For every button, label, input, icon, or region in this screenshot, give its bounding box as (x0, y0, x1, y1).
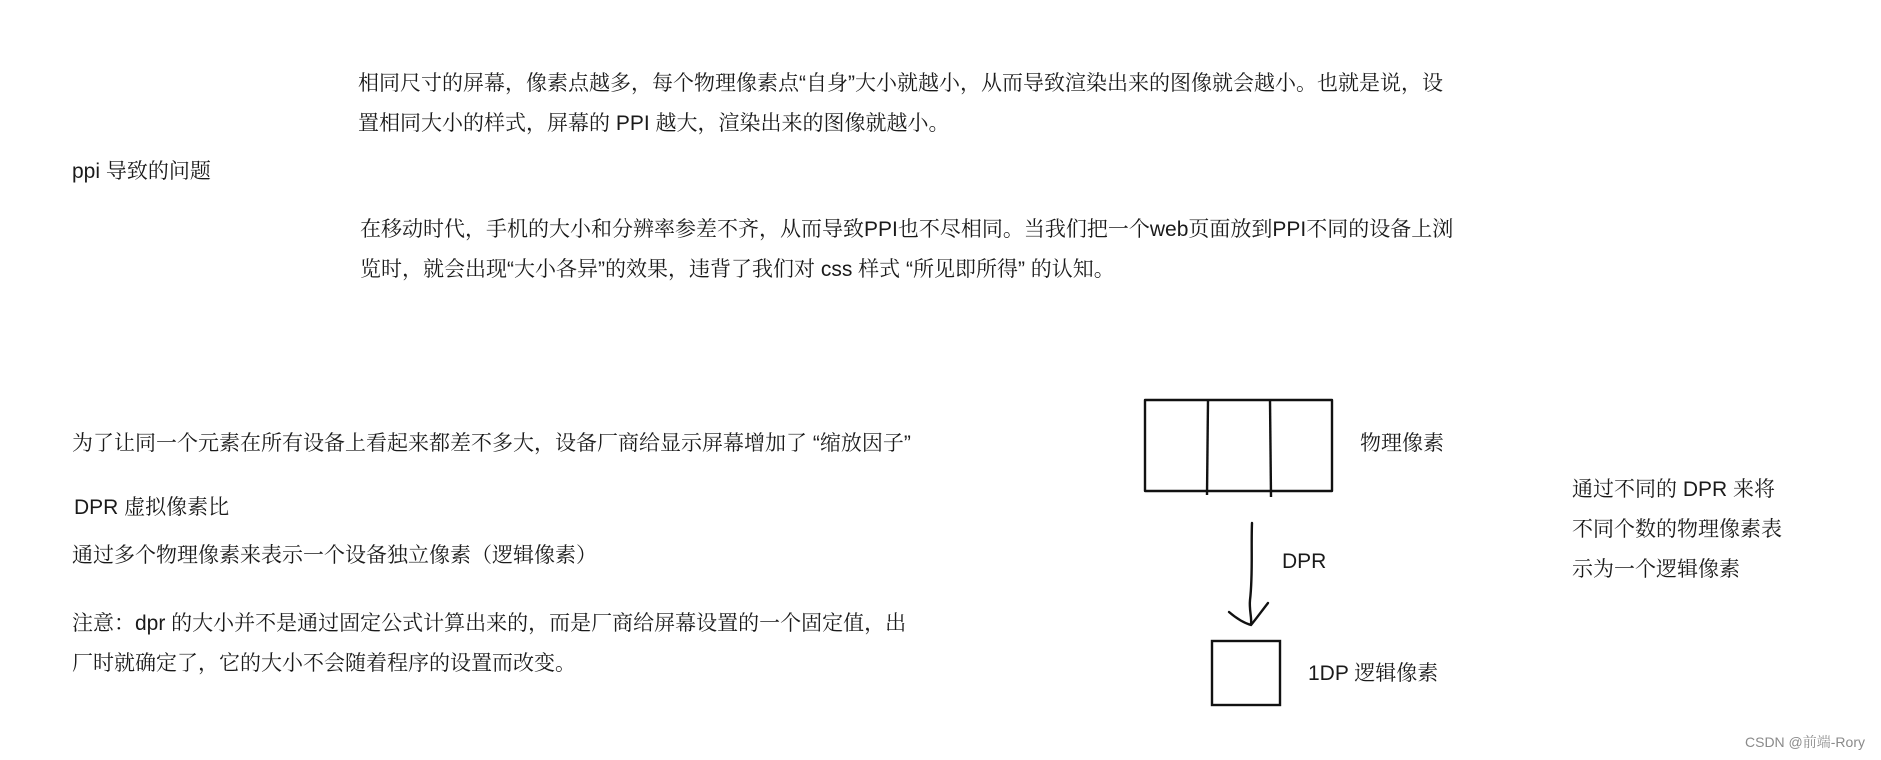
scale-factor-text: 为了让同一个元素在所有设备上看起来都差不多大，设备厂商给显示屏幕增加了 “缩放因子” (72, 432, 911, 455)
dpr-note (72, 604, 906, 684)
dpr-arrow-head (1229, 603, 1268, 625)
dpr-note-line-2: 厂时就确定了，它的大小不会随着程序的设置而改变。 (72, 652, 576, 675)
dpr-label: DPR 虚拟像素比 (74, 496, 230, 519)
dpr-arrow-shaft (1250, 523, 1252, 624)
physical-pixels-label: 物理像素 (1360, 432, 1444, 455)
physical-pixels-box (1145, 400, 1332, 491)
watermark: CSDN @前端-Rory (1745, 734, 1865, 750)
physical-pixels-group (1145, 400, 1332, 497)
logical-pixel-label: 1DP 逻辑像素 (1308, 662, 1439, 685)
logical-pixel-box (1212, 641, 1280, 705)
ppi-description-1-line-1: 相同尺寸的屏幕，像素点越多，每个物理像素点“自身”大小就越小，从而导致渲染出来的图像就会越小。也就是说，设 (358, 72, 1443, 95)
physical-pixel-divider-1 (1207, 400, 1208, 495)
ppi-description-2-line-2: 览时，就会出现“大小各异”的效果，违背了我们对 css 样式 “所见即所得” 的认知。 (360, 258, 1115, 281)
ppi-description-2-line-1: 在移动时代，手机的大小和分辨率参差不齐，从而导致PPI也不尽相同。当我们把一个web页面放到PPI不同的设备上浏 (360, 218, 1454, 241)
ppi-description-2 (360, 210, 1453, 290)
side-note (1572, 470, 1782, 590)
ppi-section-title: ppi 导致的问题 (72, 160, 211, 183)
dpr-arrow-label: DPR (1282, 550, 1327, 573)
side-note-line-3: 示为一个逻辑像素 (1572, 558, 1740, 581)
ppi-description-1-line-2: 置相同大小的样式，屏幕的 PPI 越大，渲染出来的图像就越小。 (358, 112, 950, 135)
side-note-line-1: 通过不同的 DPR 来将 (1572, 478, 1776, 501)
dpr-definition: 通过多个物理像素来表示一个设备独立像素（逻辑像素） (72, 544, 597, 567)
physical-pixel-divider-2 (1270, 400, 1271, 497)
dpr-arrow (1229, 523, 1268, 625)
dpr-note-line-1: 注意：dpr 的大小并不是通过固定公式计算出来的，而是厂商给屏幕设置的一个固定值，出 (72, 612, 907, 635)
side-note-line-2: 不同个数的物理像素表 (1572, 518, 1782, 541)
ppi-description-1 (358, 64, 1443, 144)
